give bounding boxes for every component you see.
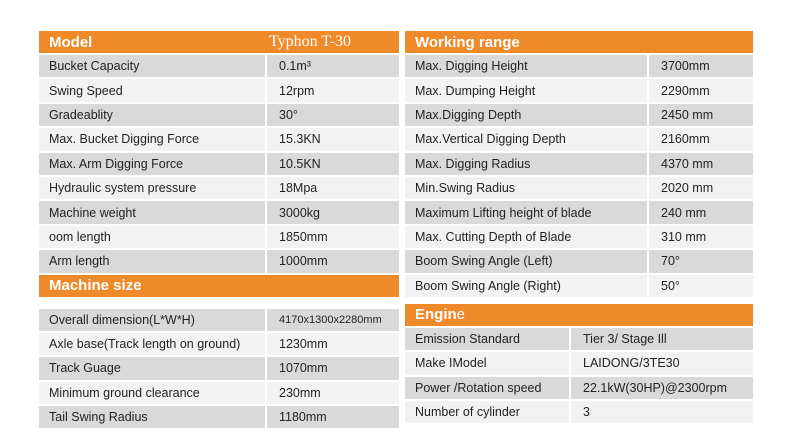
model-table (39, 55, 399, 273)
row-value: 30° (267, 104, 399, 126)
table-row (39, 55, 399, 77)
table-row (405, 328, 753, 350)
table-row (39, 357, 399, 379)
row-label: Max.Vertical Digging Depth (405, 128, 649, 150)
row-value: 310 mm (649, 226, 753, 248)
table-row (39, 128, 399, 150)
row-value: 0.1m³ (267, 55, 399, 77)
row-value: 1070mm (267, 357, 399, 379)
table-row (405, 401, 753, 423)
row-value: 2290mm (649, 79, 753, 101)
machine-size-header (39, 275, 399, 297)
row-label: Max. Dumping Height (405, 79, 649, 101)
row-label: Max. Bucket Digging Force (39, 128, 267, 150)
row-label: Make IModel (405, 352, 571, 374)
machine-size-header-label: Machine size (49, 277, 142, 295)
row-label: Hydraulic system pressure (39, 177, 267, 199)
engine-header-main: Engin (415, 306, 457, 324)
row-label: Power /Rotation speed (405, 377, 571, 399)
row-value: 12rpm (267, 79, 399, 101)
row-value: 1230mm (267, 333, 399, 355)
row-value: 230mm (267, 382, 399, 404)
table-row (405, 128, 753, 150)
row-value: 10.5KN (267, 153, 399, 175)
row-value: 70° (649, 250, 753, 272)
row-label: Bucket Capacity (39, 55, 267, 77)
row-value: 1180mm (267, 406, 399, 428)
table-row (405, 352, 753, 374)
row-value: 3000kg (267, 201, 399, 223)
table-row (405, 153, 753, 175)
row-value: 3 (571, 401, 753, 423)
row-label: Boom Swing Angle (Left) (405, 250, 649, 272)
working-range-table (405, 55, 753, 297)
row-value: 50° (649, 275, 753, 297)
table-row (405, 275, 753, 297)
working-range-header-label: Working range (415, 33, 520, 51)
row-label: Machine weight (39, 201, 267, 223)
table-row (39, 309, 399, 331)
engine-header-tail: e (456, 306, 466, 324)
table-row (405, 201, 753, 223)
row-label: Max. Digging Height (405, 55, 649, 77)
row-value: 1850mm (267, 226, 399, 248)
row-value: 2450 mm (649, 104, 753, 126)
row-value: 3700mm (649, 55, 753, 77)
row-label: Number of cylinder (405, 401, 571, 423)
left-column (39, 31, 399, 428)
row-value: 1000mm (267, 250, 399, 272)
row-label: Max. Arm Digging Force (39, 153, 267, 175)
machine-size-table (39, 309, 399, 429)
table-row (405, 177, 753, 199)
row-value: 15.3KN (267, 128, 399, 150)
row-value: LAIDONG/3TE30 (571, 352, 753, 374)
row-label: Boom Swing Angle (Right) (405, 275, 649, 297)
row-label: Track Guage (39, 357, 267, 379)
table-row (39, 153, 399, 175)
row-value: 4170x1300x2280mm (267, 309, 399, 331)
row-value: 2160mm (649, 128, 753, 150)
row-value: 22.1kW(30HP)@2300rpm (571, 377, 753, 399)
row-label: Minimum ground clearance (39, 382, 267, 404)
row-label: Swing Speed (39, 79, 267, 101)
row-label: Maximum Lifting height of blade (405, 201, 649, 223)
row-label: Overall dimension(L*W*H) (39, 309, 267, 331)
model-header (39, 31, 399, 53)
row-label: Gradeablity (39, 104, 267, 126)
table-row (405, 55, 753, 77)
table-row (39, 250, 399, 272)
table-row (405, 377, 753, 399)
row-value: 2020 mm (649, 177, 753, 199)
row-label: Tail Swing Radius (39, 406, 267, 428)
table-row (39, 79, 399, 101)
table-row (405, 250, 753, 272)
row-value: 4370 mm (649, 153, 753, 175)
engine-header (405, 304, 753, 326)
row-label: Min.Swing Radius (405, 177, 649, 199)
table-row (39, 333, 399, 355)
row-value: Tier 3/ Stage Ill (571, 328, 753, 350)
row-value: 240 mm (649, 201, 753, 223)
working-range-header (405, 31, 753, 53)
right-column (405, 31, 753, 423)
table-row (39, 406, 399, 428)
row-value: 18Mpa (267, 177, 399, 199)
table-row (405, 79, 753, 101)
row-label: Max. Digging Radius (405, 153, 649, 175)
row-label: Max.Digging Depth (405, 104, 649, 126)
table-row (39, 382, 399, 404)
engine-header-label (405, 306, 465, 323)
table-row (405, 226, 753, 248)
model-header-label: Model (49, 33, 93, 51)
row-label: Max. Cutting Depth of Blade (405, 226, 649, 248)
model-name: Typhon T-30 (269, 33, 351, 50)
row-label: Axle base(Track length on ground) (39, 333, 267, 355)
row-label: Emission Standard (405, 328, 571, 350)
table-row (405, 104, 753, 126)
table-row (39, 104, 399, 126)
table-row (39, 226, 399, 248)
row-label: oom length (39, 226, 267, 248)
engine-table (405, 328, 753, 424)
table-row (39, 201, 399, 223)
table-row (39, 177, 399, 199)
row-label: Arm length (39, 250, 267, 272)
